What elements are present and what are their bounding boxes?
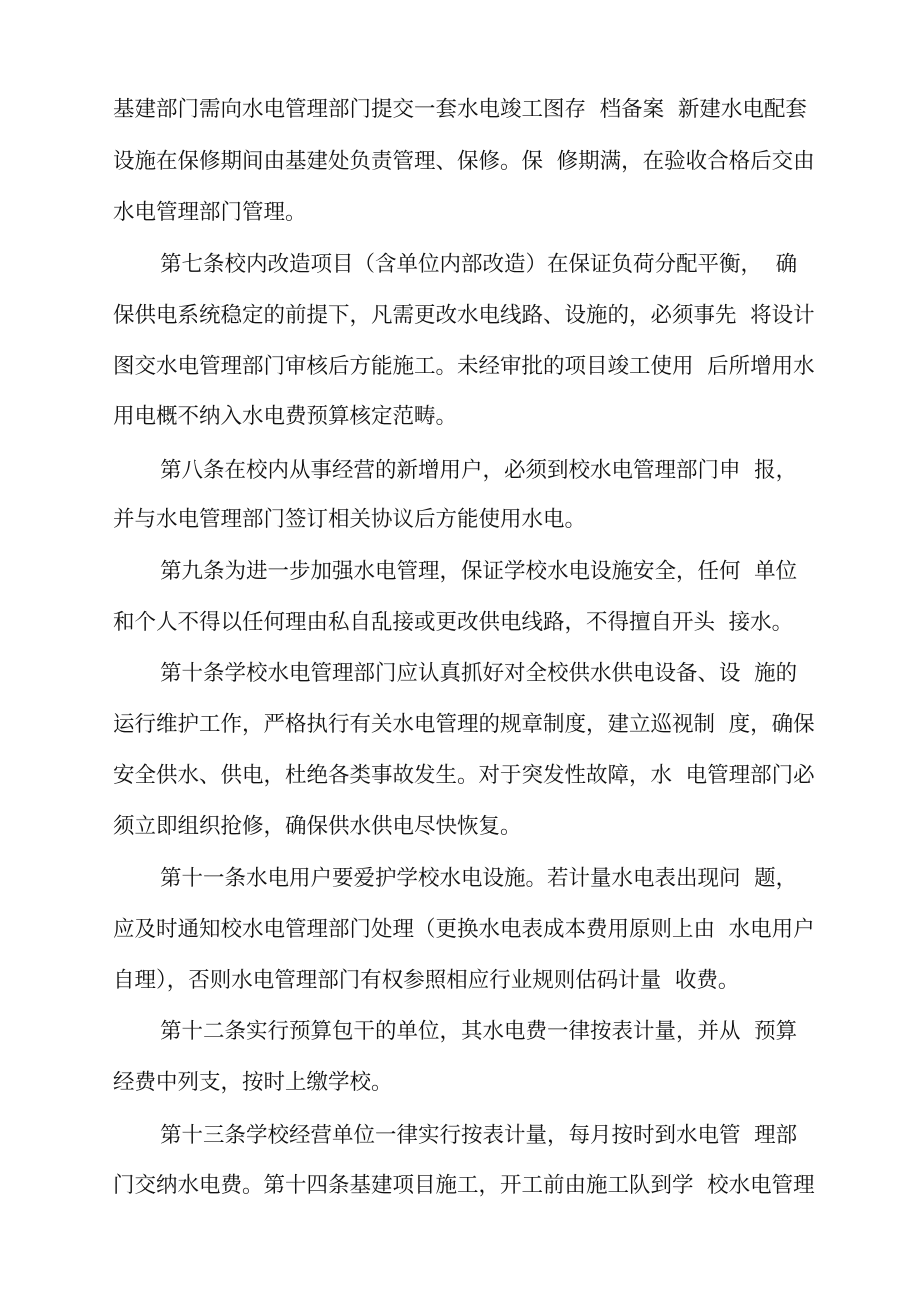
text-line: 经费中列支，按时上缴学校。 xyxy=(113,1070,393,1095)
text-line: 设施在保修期间由基建处负责管理、保修。保 修期满，在验收合格后交由 xyxy=(113,149,815,174)
paragraph-first-line: 第十条学校水电管理部门应认真抓好对全校供水供电设备、设 施的 xyxy=(160,661,798,686)
text-line: 保供电系统稳定的前提下，凡需更改水电线路、设施的，必须事先 将设计 xyxy=(113,303,815,328)
paragraph-first-line: 第十三条学校经营单位一律实行按表计量，每月按时到水电管 理部 xyxy=(160,1123,798,1148)
paragraph-first-line: 第十二条实行预算包干的单位，其水电费一律按表计量，并从 预算 xyxy=(160,1019,798,1044)
text-line: 门交纳水电费。第十四条基建项目施工，开工前由施工队到学 校水电管理 xyxy=(113,1173,815,1198)
text-line: 用电概不纳入水电费预算核定范畴。 xyxy=(113,404,458,429)
text-line: 运行维护工作，严格执行有关水电管理的规章制度，建立巡视制 度，确保 xyxy=(113,712,815,737)
text-line: 基建部门需向水电管理部门提交一套水电竣工图存 档备案 新建水电配套 xyxy=(113,97,807,122)
text-line: 和个人不得以任何理由私自乱接或更改供电线路，不得擅自开头 接水。 xyxy=(113,610,794,635)
text-line: 图交水电管理部门审核后方能施工。未经审批的项目竣工使用 后所增用水 xyxy=(113,354,815,379)
paragraph-first-line: 第七条校内改造项目（含单位内部改造）在保证负荷分配平衡， 确 xyxy=(160,252,798,277)
text-line: 并与水电管理部门签订相关协议后方能使用水电。 xyxy=(113,507,587,532)
paragraph-first-line: 第十一条水电用户要爱护学校水电设施。若计量水电表出现问 题， xyxy=(160,866,798,891)
text-line: 水电管理部门管理。 xyxy=(113,200,307,225)
text-line: 自理），否则水电管理部门有权参照相应行业规则估码计量 收费。 xyxy=(113,968,740,993)
text-line: 应及时通知校水电管理部门处理（更换水电表成本费用原则上由 水电用户 xyxy=(113,917,815,942)
paragraph-first-line: 第八条在校内从事经营的新增用户，必须到校水电管理部门申 报， xyxy=(160,458,798,483)
text-line: 须立即组织抢修，确保供水供电尽快恢复。 xyxy=(113,814,522,839)
text-line: 安全供水、供电，杜绝各类事故发生。对于突发性故障，水 电管理部门必 xyxy=(113,763,815,788)
paragraph-first-line: 第九条为进一步加强水电管理，保证学校水电设施安全，任何 单位 xyxy=(160,559,798,584)
